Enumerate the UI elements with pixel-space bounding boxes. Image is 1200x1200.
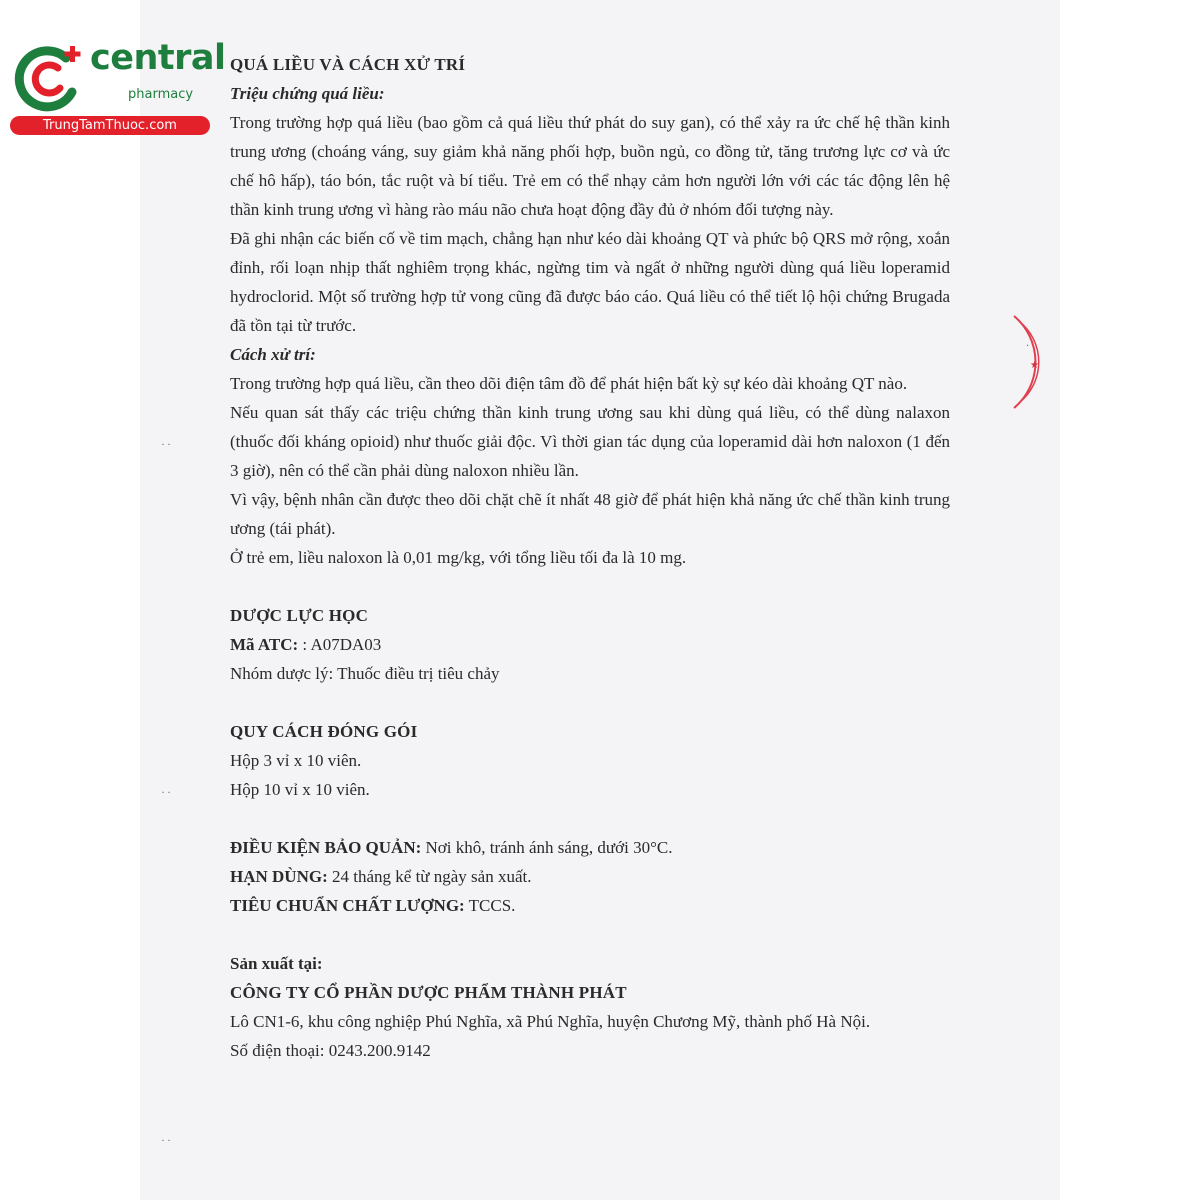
pharmacodynamics-heading: DƯỢC LỰC HỌC: [230, 606, 369, 625]
shelf-life-label: HẠN DÙNG:: [230, 867, 328, 886]
treatment-paragraph-3: Vì vậy, bệnh nhân cần được theo dõi chặt chẽ ít nhất 48 giờ để phát hiện khả năng ức chế thần kinh trung ương (tái phát).: [230, 490, 950, 538]
shelf-life-value: 24 tháng kể từ ngày sản xuất.: [327, 867, 532, 886]
svg-text:.: .: [1026, 338, 1030, 349]
logo-wordmark: central: [90, 38, 226, 78]
manufacturer-phone: Số điện thoại: 0243.200.9142: [230, 1041, 431, 1060]
svg-text:★: ★: [1030, 360, 1039, 371]
hole-mark: ˙˙: [160, 442, 172, 456]
treatment-subheading: Cách xử trí:: [230, 345, 316, 364]
packaging-item: Hộp 3 vỉ x 10 viên.: [230, 751, 362, 770]
manufacturer-title: Sản xuất tại:: [230, 954, 323, 973]
storage-line: [230, 833, 950, 862]
atc-label: Mã ATC:: [230, 635, 299, 654]
spacer: [230, 688, 950, 717]
packaging-item: Hộp 10 vỉ x 10 viên.: [230, 780, 370, 799]
document-content: [230, 50, 950, 1065]
treatment-paragraph-4: Ở trẻ em, liều naloxon là 0,01 mg/kg, với tổng liều tối đa là 10 mg.: [230, 548, 687, 567]
symptoms-paragraph-2: Đã ghi nhận các biến cố về tim mạch, chẳng hạn như kéo dài khoảng QT và phức bộ QRS mở rộng, xoắn đỉnh, rối loạn nhịp thất nghiêm trọng khác, ngừng tim và ngất ở những người dùng quá liều loperamid hydroclorid. Một số trường hợp tử vong cũng đã được báo cáo. Quá liều có thể tiết lộ hội chứng Brugada đã tồn tại từ trước.: [230, 229, 950, 335]
pharmacology-group: Nhóm dược lý: Thuốc điều trị tiêu chảy: [230, 664, 500, 683]
hole-mark: ˙˙: [160, 1138, 172, 1152]
logo-subtitle: pharmacy: [128, 87, 194, 102]
treatment-paragraph-2: Nếu quan sát thấy các triệu chứng thần kinh trung ương sau khi dùng quá liều, có thể dùng nalaxon (thuốc đối kháng opioid) như thuốc giải độc. Vì thời gian tác dụng của loperamid dài hơn naloxon (1 đến 3 giờ), nên có thể cần phải dùng naloxon nhiều lần.: [230, 403, 950, 480]
treatment-paragraph-1: Trong trường hợp quá liều, cần theo dõi điện tâm đồ để phát hiện bất kỳ sự kéo dài khoảng QT nào.: [230, 374, 908, 393]
standard-value: TCCS.: [464, 896, 516, 915]
standard-label: TIÊU CHUẨN CHẤT LƯỢNG:: [230, 896, 465, 915]
overdose-heading: QUÁ LIỀU VÀ CÁCH XỬ TRÍ: [230, 55, 466, 74]
shelf-life-line: [230, 862, 950, 891]
packaging-heading: QUY CÁCH ĐÓNG GÓI: [230, 722, 418, 741]
hole-mark: ˙˙: [160, 790, 172, 804]
symptoms-subheading: Triệu chứng quá liều:: [230, 84, 385, 103]
central-pharmacy-logo-icon: [10, 40, 88, 118]
standard-line: [230, 891, 950, 920]
atc-line: [230, 630, 950, 659]
storage-value: Nơi khô, tránh ánh sáng, dưới 30°C.: [421, 838, 673, 857]
spacer: [230, 920, 950, 949]
logo-url-badge[interactable]: TrungTamThuoc.com: [10, 116, 210, 135]
pharmacy-logo[interactable]: [10, 36, 226, 136]
manufacturer-company: CÔNG TY CỔ PHẦN DƯỢC PHẨM THÀNH PHÁT: [230, 983, 627, 1002]
manufacturer-address: Lô CN1-6, khu công nghiệp Phú Nghĩa, xã Phú Nghĩa, huyện Chương Mỹ, thành phố Hà Nội.: [230, 1012, 871, 1031]
symptoms-paragraph-1: Trong trường hợp quá liều (bao gồm cả quá liều thứ phát do suy gan), có thể xảy ra ức chế hệ thần kinh trung ương (choáng váng, suy giảm khả năng phối hợp, buồn ngủ, co đồng tử, tăng trương lực cơ và ức chế hô hấp), táo bón, tắc ruột và bí tiểu. Trẻ em có thể nhạy cảm hơn người lớn với các tác động lên hệ thần kinh trung ương vì hàng rào máu não chưa hoạt động đầy đủ ở nhóm đối tượng này.: [230, 113, 950, 219]
spacer: [230, 572, 950, 601]
atc-value: : A07DA03: [302, 635, 382, 654]
storage-label: ĐIỀU KIỆN BẢO QUẢN:: [230, 838, 422, 857]
red-stamp-icon: [1010, 312, 1050, 412]
spacer: [230, 804, 950, 833]
